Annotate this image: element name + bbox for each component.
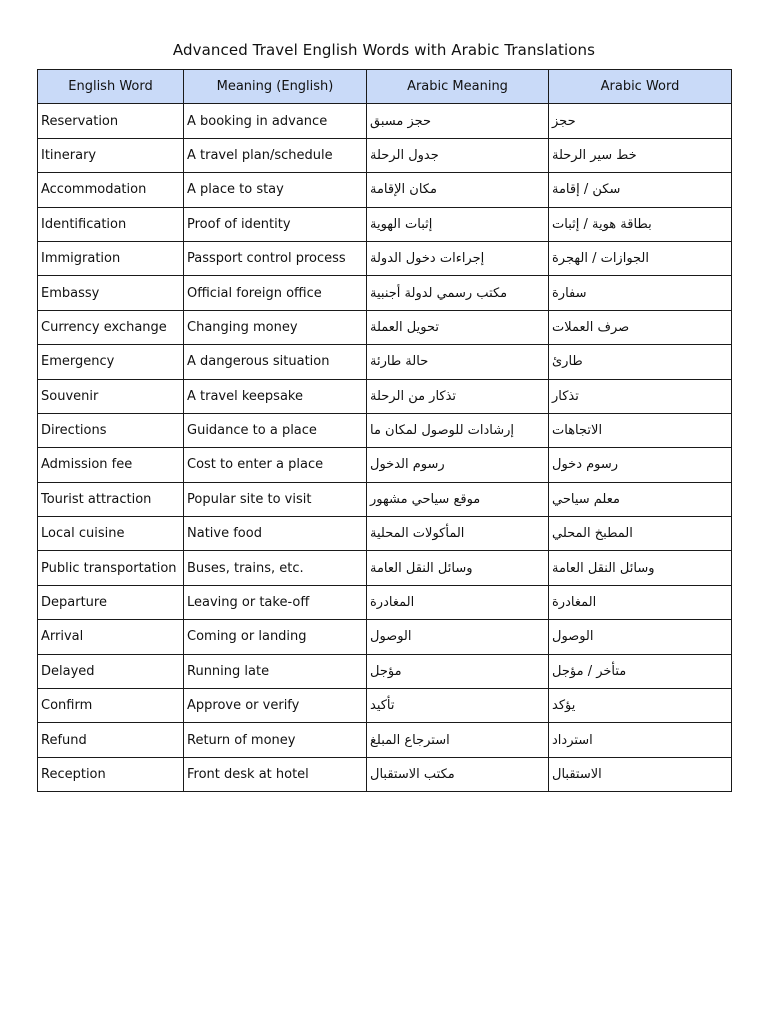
cell-meaning-english: A travel keepsake: [184, 379, 367, 413]
cell-arabic-word: وسائل النقل العامة: [549, 551, 732, 585]
cell-english-word: Admission fee: [38, 448, 184, 482]
cell-arabic-meaning: رسوم الدخول: [367, 448, 549, 482]
cell-english-word: Currency exchange: [38, 310, 184, 344]
cell-arabic-word: المطبخ المحلي: [549, 517, 732, 551]
cell-arabic-word: يؤكد: [549, 689, 732, 723]
header-english-word: English Word: [38, 70, 184, 104]
cell-arabic-word: الاتجاهات: [549, 413, 732, 447]
cell-meaning-english: Return of money: [184, 723, 367, 757]
cell-english-word: Emergency: [38, 345, 184, 379]
cell-english-word: Reception: [38, 757, 184, 791]
cell-meaning-english: Coming or landing: [184, 620, 367, 654]
cell-meaning-english: Guidance to a place: [184, 413, 367, 447]
cell-arabic-word: سكن / إقامة: [549, 173, 732, 207]
cell-arabic-word: الاستقبال: [549, 757, 732, 791]
cell-english-word: Embassy: [38, 276, 184, 310]
cell-english-word: Delayed: [38, 654, 184, 688]
table-row: [38, 585, 732, 619]
cell-english-word: Reservation: [38, 104, 184, 138]
cell-arabic-meaning: مكتب رسمي لدولة أجنبية: [367, 276, 549, 310]
cell-english-word: Refund: [38, 723, 184, 757]
cell-arabic-word: المغادرة: [549, 585, 732, 619]
cell-arabic-meaning: مكان الإقامة: [367, 173, 549, 207]
cell-english-word: Public transportation: [38, 551, 184, 585]
cell-arabic-meaning: موقع سياحي مشهور: [367, 482, 549, 516]
cell-english-word: Departure: [38, 585, 184, 619]
table-row: [38, 689, 732, 723]
cell-meaning-english: Approve or verify: [184, 689, 367, 723]
header-arabic-word: Arabic Word: [549, 70, 732, 104]
cell-arabic-meaning: حالة طارئة: [367, 345, 549, 379]
cell-meaning-english: Proof of identity: [184, 207, 367, 241]
cell-arabic-word: تذكار: [549, 379, 732, 413]
table-row: [38, 413, 732, 447]
header-arabic-meaning: Arabic Meaning: [367, 70, 549, 104]
cell-arabic-meaning: تذكار من الرحلة: [367, 379, 549, 413]
cell-meaning-english: Running late: [184, 654, 367, 688]
cell-arabic-word: معلم سياحي: [549, 482, 732, 516]
table-row: [38, 276, 732, 310]
cell-meaning-english: Cost to enter a place: [184, 448, 367, 482]
cell-meaning-english: Changing money: [184, 310, 367, 344]
cell-arabic-meaning: تحويل العملة: [367, 310, 549, 344]
table-row: [38, 723, 732, 757]
table-row: [38, 173, 732, 207]
cell-english-word: Confirm: [38, 689, 184, 723]
cell-arabic-meaning: تأكيد: [367, 689, 549, 723]
cell-meaning-english: A dangerous situation: [184, 345, 367, 379]
cell-arabic-meaning: إثبات الهوية: [367, 207, 549, 241]
table-row: [38, 517, 732, 551]
cell-arabic-word: سفارة: [549, 276, 732, 310]
table-header-row: [38, 70, 732, 104]
cell-arabic-word: صرف العملات: [549, 310, 732, 344]
table-row: [38, 345, 732, 379]
cell-arabic-meaning: المأكولات المحلية: [367, 517, 549, 551]
cell-english-word: Accommodation: [38, 173, 184, 207]
cell-arabic-word: الجوازات / الهجرة: [549, 241, 732, 275]
cell-meaning-english: Popular site to visit: [184, 482, 367, 516]
table-row: [38, 379, 732, 413]
table-body: [38, 104, 732, 792]
cell-arabic-meaning: جدول الرحلة: [367, 138, 549, 172]
table-row: [38, 482, 732, 516]
cell-meaning-english: Native food: [184, 517, 367, 551]
cell-arabic-meaning: الوصول: [367, 620, 549, 654]
cell-arabic-meaning: مؤجل: [367, 654, 549, 688]
table-row: [38, 757, 732, 791]
table-row: [38, 654, 732, 688]
table-row: [38, 551, 732, 585]
cell-arabic-meaning: استرجاع المبلغ: [367, 723, 549, 757]
cell-arabic-meaning: مكتب الاستقبال: [367, 757, 549, 791]
table-row: [38, 241, 732, 275]
cell-meaning-english: Front desk at hotel: [184, 757, 367, 791]
cell-english-word: Immigration: [38, 241, 184, 275]
header-meaning-english: Meaning (English): [184, 70, 367, 104]
cell-arabic-meaning: حجز مسبق: [367, 104, 549, 138]
cell-meaning-english: A place to stay: [184, 173, 367, 207]
table-row: [38, 620, 732, 654]
cell-meaning-english: Leaving or take-off: [184, 585, 367, 619]
cell-arabic-word: طارئ: [549, 345, 732, 379]
cell-english-word: Souvenir: [38, 379, 184, 413]
cell-arabic-word: بطاقة هوية / إثبات: [549, 207, 732, 241]
cell-meaning-english: Passport control process: [184, 241, 367, 275]
cell-arabic-word: متأخر / مؤجل: [549, 654, 732, 688]
cell-arabic-word: رسوم دخول: [549, 448, 732, 482]
cell-arabic-word: الوصول: [549, 620, 732, 654]
table-row: [38, 207, 732, 241]
table-row: [38, 310, 732, 344]
cell-meaning-english: Official foreign office: [184, 276, 367, 310]
table-row: [38, 138, 732, 172]
cell-arabic-word: خط سير الرحلة: [549, 138, 732, 172]
cell-english-word: Local cuisine: [38, 517, 184, 551]
cell-english-word: Arrival: [38, 620, 184, 654]
cell-english-word: Identification: [38, 207, 184, 241]
cell-arabic-meaning: إجراءات دخول الدولة: [367, 241, 549, 275]
cell-arabic-meaning: المغادرة: [367, 585, 549, 619]
page-title: Advanced Travel English Words with Arabic Translations: [172, 41, 596, 59]
cell-arabic-meaning: إرشادات للوصول لمكان ما: [367, 413, 549, 447]
cell-arabic-meaning: وسائل النقل العامة: [367, 551, 549, 585]
cell-arabic-word: حجز: [549, 104, 732, 138]
cell-english-word: Itinerary: [38, 138, 184, 172]
cell-arabic-word: استرداد: [549, 723, 732, 757]
cell-meaning-english: A travel plan/schedule: [184, 138, 367, 172]
cell-english-word: Directions: [38, 413, 184, 447]
cell-meaning-english: A booking in advance: [184, 104, 367, 138]
cell-english-word: Tourist attraction: [38, 482, 184, 516]
cell-meaning-english: Buses, trains, etc.: [184, 551, 367, 585]
table-row: [38, 104, 732, 138]
table-row: [38, 448, 732, 482]
vocabulary-table: [37, 69, 732, 792]
